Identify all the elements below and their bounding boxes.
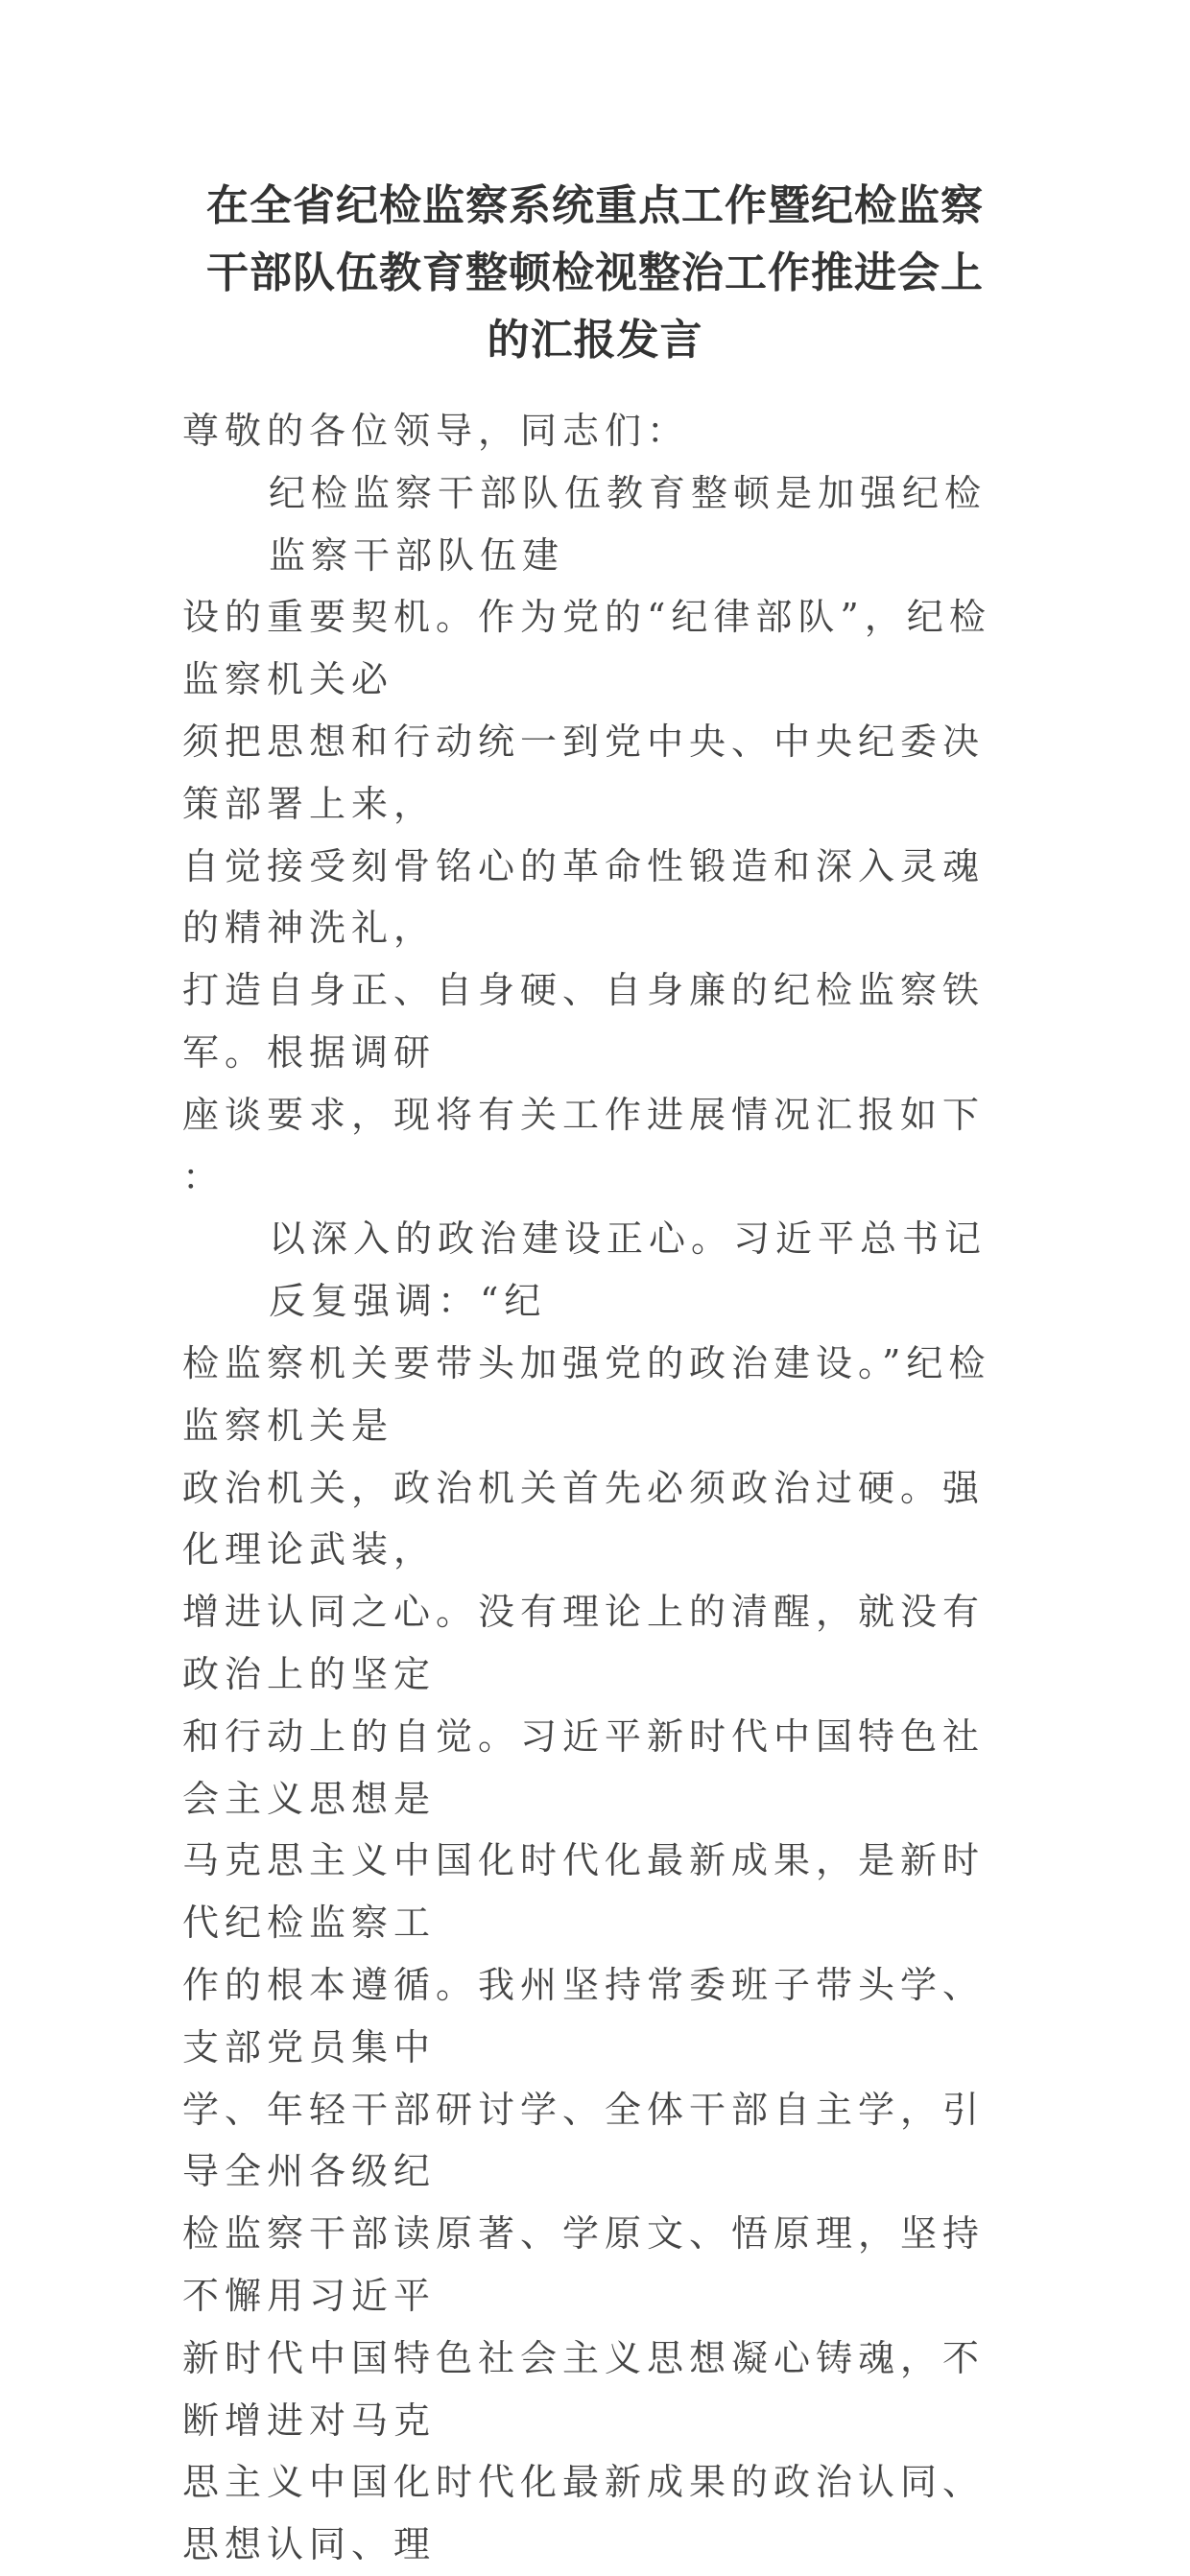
paragraph-line: 自觉接受刻骨铭心的革命性锻造和深入灵魂的精神洗礼，: [182, 844, 986, 950]
paragraph-line: 须把思想和行动统一到党中央、中央纪委决策部署上来，: [182, 720, 986, 825]
paragraph-line: 打造自身正、自身硬、自身廉的纪检监察铁军。根据调研: [182, 969, 986, 1074]
paragraph: [182, 462, 1008, 1209]
title-line: 在全省纪检监察系统重点工作暨纪检监察: [206, 181, 984, 230]
paragraph-line: 检监察干部读原著、学原文、悟原理，坚持不懈用习近平: [182, 2212, 986, 2317]
paragraph-line: 政治机关，政治机关首先必须政治过硬。强化理论武装，: [182, 1466, 986, 1572]
paragraph-line: 座谈要求，现将有关工作进展情况汇报如下：: [182, 1093, 986, 1198]
title-line: 的汇报发言: [487, 316, 703, 365]
paragraph-line: 以深入的政治建设正心。习近平总书记反复强调：“纪: [269, 1217, 988, 1323]
paragraph-line: 学、年轻干部研讨学、全体干部自主学，引导全州各级纪: [182, 2088, 986, 2193]
paragraph-line: 增进认同之心。没有理论上的清醒，就没有政治上的坚定: [182, 1591, 986, 1695]
paragraph-line: 思主义中国化时代化最新成果的政治认同、思想认同、理: [182, 2461, 986, 2566]
document-body: [182, 400, 1008, 2576]
paragraph-line: 作的根本遵循。我州坚持常委班子带头学、支部党员集中: [182, 1963, 986, 2068]
title-line: 干部队伍教育整顿检视整治工作推进会上: [206, 248, 984, 297]
document-title: [187, 173, 1003, 374]
paragraph-line: 检监察机关要带头加强党的政治建设。”纪检监察机关是: [182, 1341, 991, 1447]
paragraph-line: 新时代中国特色社会主义思想凝心铸魂，不断增进对马克: [182, 2336, 986, 2442]
salutation: 尊敬的各位领导，同志们：: [182, 410, 690, 452]
paragraph-line: 和行动上的自觉。习近平新时代中国特色社会主义思想是: [182, 1714, 986, 1820]
paragraph: [182, 1208, 1008, 2576]
paragraph-line: 纪检监察干部队伍教育整顿是加强纪检监察干部队伍建: [269, 471, 988, 577]
paragraph-line: 马克思主义中国化时代化最新成果，是新时代纪检监察工: [182, 1839, 986, 1945]
paragraph-line: 设的重要契机。作为党的“纪律部队”，纪检监察机关必: [182, 596, 991, 701]
